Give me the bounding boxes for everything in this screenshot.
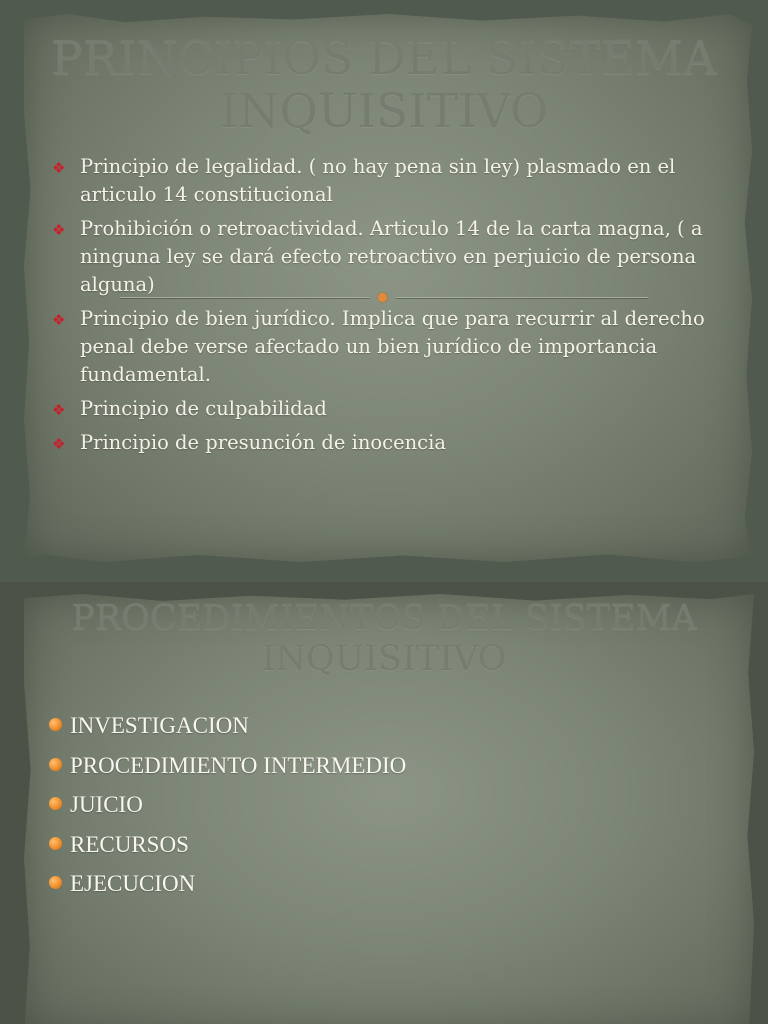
- list-item: [52, 395, 742, 423]
- divider-dot-icon: [378, 293, 387, 302]
- list-item: [46, 864, 726, 904]
- diamond-bullet-icon: ❖: [52, 159, 66, 177]
- title-line-2: INQUISITIVO: [219, 83, 549, 139]
- slide-procedimientos: [0, 582, 768, 1024]
- list-item-text: RECURSOS: [70, 831, 189, 857]
- list-item: [46, 825, 726, 865]
- principles-list: [52, 153, 742, 463]
- diamond-bullet-icon: ❖: [52, 221, 66, 239]
- list-item: [52, 153, 742, 209]
- slide-title: [0, 33, 768, 138]
- diamond-bullet-icon: ❖: [52, 401, 66, 419]
- list-item-text: Principio de bien jurídico. Implica que para recurrir al derecho penal debe verse afectado un bien jurídico de importancia fundamental.: [80, 307, 705, 386]
- title-divider: [120, 290, 648, 306]
- title-line-2: INQUISITIVO: [261, 639, 507, 680]
- list-item-text: Principio de presunción de inocencia: [80, 431, 446, 454]
- divider-line-left: [120, 297, 370, 298]
- title-line-1: PROCEDIMIENTOS DEL SISTEMA: [71, 598, 697, 638]
- list-item-text: Prohibición o retroactividad. Articulo 14 de la carta magna, ( a ninguna ley se dará efecto retroactivo en perjuicio de persona alguna): [80, 217, 703, 296]
- list-item-text: INVESTIGACION: [70, 713, 249, 738]
- slide-title: [0, 598, 768, 681]
- divider-line-right: [396, 297, 648, 298]
- list-item: [46, 785, 726, 825]
- procedures-list: [46, 706, 726, 904]
- orange-circle-bullet-icon: [49, 837, 62, 850]
- list-item-text: JUICIO: [70, 792, 143, 817]
- list-item: [52, 305, 742, 389]
- list-item-text: PROCEDIMIENTO INTERMEDIO: [70, 752, 407, 778]
- list-item-text: Principio de legalidad. ( no hay pena sin ley) plasmado en el articulo 14 constitucional: [80, 155, 676, 206]
- list-item-text: Principio de culpabilidad: [80, 397, 327, 420]
- orange-circle-bullet-icon: [49, 718, 62, 731]
- list-item: [46, 706, 726, 746]
- orange-circle-bullet-icon: [49, 876, 62, 889]
- list-item: [52, 429, 742, 457]
- title-line-1: PRINCIPIOS DEL SISTEMA: [51, 31, 717, 86]
- diamond-bullet-icon: ❖: [52, 435, 66, 453]
- orange-circle-bullet-icon: [49, 758, 62, 771]
- list-item: [52, 215, 742, 299]
- orange-circle-bullet-icon: [49, 797, 62, 810]
- list-item: [46, 746, 726, 786]
- diamond-bullet-icon: ❖: [52, 311, 66, 329]
- list-item-text: EJECUCION: [70, 871, 196, 896]
